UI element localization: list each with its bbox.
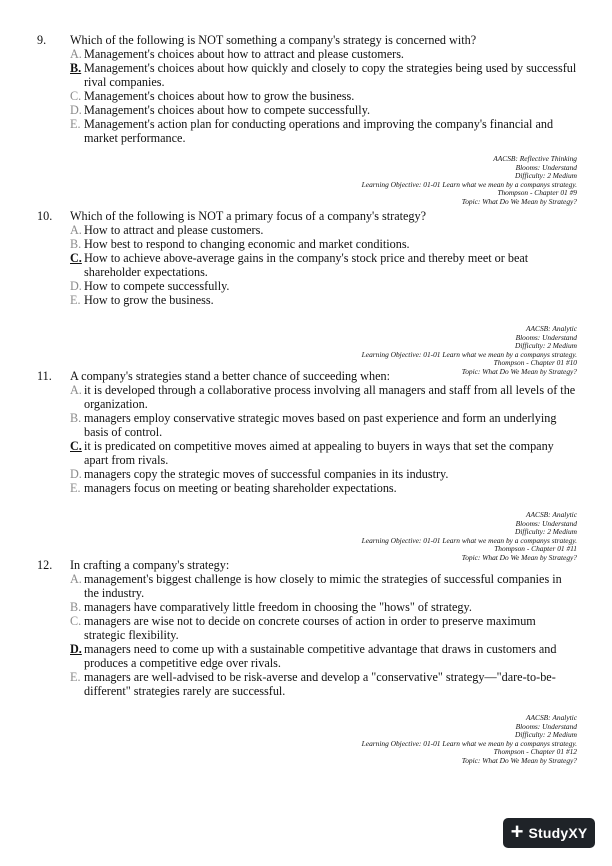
option-a[interactable]	[70, 572, 577, 600]
option-text: How to attract and please customers.	[84, 223, 264, 237]
option-b[interactable]	[70, 600, 577, 614]
option-text: How best to respond to changing economic and market conditions.	[84, 237, 410, 251]
option-letter: D.	[70, 279, 82, 293]
option-text: managers are well-advised to be risk-averse and develop a "conservative" strategy—"dare-to-be-different" strategies rarely are successful.	[84, 670, 556, 698]
question-12	[37, 558, 577, 766]
option-d[interactable]	[70, 279, 577, 293]
option-letter: B.	[70, 237, 82, 251]
meta-source: Thompson - Chapter 01 #11	[494, 544, 577, 554]
option-letter: A.	[70, 47, 82, 61]
option-text: managers copy the strategic moves of successful companies in its industry.	[84, 467, 449, 481]
option-text: How to achieve above-average gains in the company's stock price and thereby meet or beat shareholder expectations.	[84, 251, 529, 279]
meta-difficulty: Difficulty: 2 Medium	[515, 730, 577, 740]
option-c[interactable]	[70, 614, 577, 642]
meta-blooms: Blooms: Understand	[515, 721, 577, 731]
question-metadata	[37, 511, 577, 563]
option-letter: E.	[70, 293, 81, 307]
option-a[interactable]	[70, 47, 577, 61]
option-text: Management's choices about how to attract and please customers.	[84, 47, 404, 61]
option-letter: D.	[70, 467, 82, 481]
option-d[interactable]	[70, 103, 577, 117]
option-b[interactable]	[70, 237, 577, 251]
option-letter: B.	[70, 61, 82, 75]
brand-name: StudyXY	[528, 825, 588, 841]
meta-aacsb: AACSB: Analytic	[526, 324, 577, 333]
meta-learning-objective: Learning Objective: 01-01 Learn what we mean by a companys strategy.	[361, 535, 577, 545]
meta-blooms: Blooms: Understand	[515, 162, 577, 172]
option-letter: C.	[70, 439, 82, 453]
option-letter: E.	[70, 670, 81, 684]
question-text: Which of the following is NOT something a company's strategy is concerned with?	[70, 33, 477, 47]
meta-difficulty: Difficulty: 2 Medium	[515, 527, 577, 537]
option-letter: A.	[70, 572, 82, 586]
question-text: In crafting a company's strategy:	[70, 558, 230, 572]
meta-learning-objective: Learning Objective: 01-01 Learn what we mean by a companys strategy.	[361, 349, 577, 359]
option-e[interactable]	[70, 670, 577, 698]
option-text: Management's choices about how to compete successfully.	[84, 103, 371, 117]
option-text: Management's choices about how quickly and closely to copy the strategies being used by successful rival companies.	[84, 61, 577, 89]
option-b[interactable]	[70, 411, 577, 439]
option-letter: C.	[70, 614, 82, 628]
option-letter: E.	[70, 481, 81, 495]
option-letter: C.	[70, 251, 82, 265]
option-a[interactable]	[70, 223, 577, 237]
meta-aacsb: AACSB: Analytic	[526, 713, 577, 722]
option-e[interactable]	[70, 117, 577, 145]
option-e[interactable]	[70, 481, 577, 495]
question-11	[37, 366, 577, 563]
option-d-correct[interactable]	[70, 642, 577, 670]
option-text: managers need to come up with a sustainable competitive advantage that draws in customers and produces a competitive edge over rivals.	[84, 642, 557, 670]
option-letter: D.	[70, 642, 82, 656]
studyxy-logo[interactable]	[503, 818, 595, 848]
option-c-correct[interactable]	[70, 439, 577, 467]
option-e[interactable]	[70, 293, 577, 307]
question-text: A company's strategies stand a better chance of succeeding when:	[70, 369, 390, 383]
option-letter: E.	[70, 117, 81, 131]
meta-source: Thompson - Chapter 01 #10	[493, 358, 577, 368]
meta-blooms: Blooms: Understand	[515, 332, 577, 342]
option-letter: C.	[70, 89, 82, 103]
option-letter: D.	[70, 103, 82, 117]
option-text: How to compete successfully.	[84, 279, 230, 293]
question-10	[37, 209, 577, 377]
meta-topic: Topic: What Do We Mean by Strategy?	[461, 196, 577, 206]
question-9	[37, 33, 577, 207]
option-text: it is developed through a collaborative process involving all managers and staff from all levels of the organization.	[84, 383, 576, 411]
option-text: Management's action plan for conducting operations and improving the company's financial and market performance.	[84, 117, 554, 145]
option-d[interactable]	[70, 467, 577, 481]
plus-icon: +	[510, 819, 524, 844]
meta-source: Thompson - Chapter 01 #12	[493, 747, 577, 757]
meta-topic: Topic: What Do We Mean by Strategy?	[461, 755, 577, 765]
option-text: it is predicated on competitive moves aimed at appealing to buyers in ways that set the company apart from rivals.	[84, 439, 554, 467]
option-letter: B.	[70, 411, 82, 425]
meta-source: Thompson - Chapter 01 #9	[497, 188, 577, 198]
option-text: management's biggest challenge is how closely to mimic the strategies of successful companies in the industry.	[84, 572, 562, 600]
question-number: 10.	[37, 209, 53, 223]
meta-blooms: Blooms: Understand	[515, 518, 577, 528]
question-metadata	[37, 714, 577, 766]
option-text: How to grow the business.	[84, 293, 214, 307]
question-text: Which of the following is NOT a primary focus of a company's strategy?	[70, 209, 426, 223]
meta-learning-objective: Learning Objective: 01-01 Learn what we mean by a companys strategy.	[361, 738, 577, 748]
option-c[interactable]	[70, 89, 577, 103]
option-letter: B.	[70, 600, 82, 614]
meta-learning-objective: Learning Objective: 01-01 Learn what we mean by a companys strategy.	[361, 179, 577, 189]
option-b-correct[interactable]	[70, 61, 577, 89]
meta-aacsb: AACSB: Reflective Thinking	[493, 154, 577, 163]
meta-difficulty: Difficulty: 2 Medium	[515, 171, 577, 181]
option-text: Management's choices about how to grow the business.	[84, 89, 355, 103]
meta-topic: Topic: What Do We Mean by Strategy?	[461, 366, 577, 376]
question-metadata	[37, 155, 577, 207]
question-number: 11.	[37, 369, 52, 383]
meta-difficulty: Difficulty: 2 Medium	[515, 341, 577, 351]
option-letter: A.	[70, 223, 82, 237]
option-a[interactable]	[70, 383, 577, 411]
option-text: managers are wise not to decide on concrete courses of action in order to preserve maximum strategic flexibility.	[84, 614, 536, 642]
option-text: managers employ conservative strategic moves based on past experience and form an underlying basis of control.	[84, 411, 557, 439]
option-text: managers focus on meeting or beating shareholder expectations.	[84, 481, 397, 495]
option-letter: A.	[70, 383, 82, 397]
question-number: 12.	[37, 558, 53, 572]
meta-topic: Topic: What Do We Mean by Strategy?	[461, 552, 577, 562]
option-text: managers have comparatively little freedom in choosing the "hows" of strategy.	[84, 600, 472, 614]
option-c-correct[interactable]	[70, 251, 577, 279]
question-number: 9.	[37, 33, 47, 47]
meta-aacsb: AACSB: Analytic	[526, 510, 577, 519]
